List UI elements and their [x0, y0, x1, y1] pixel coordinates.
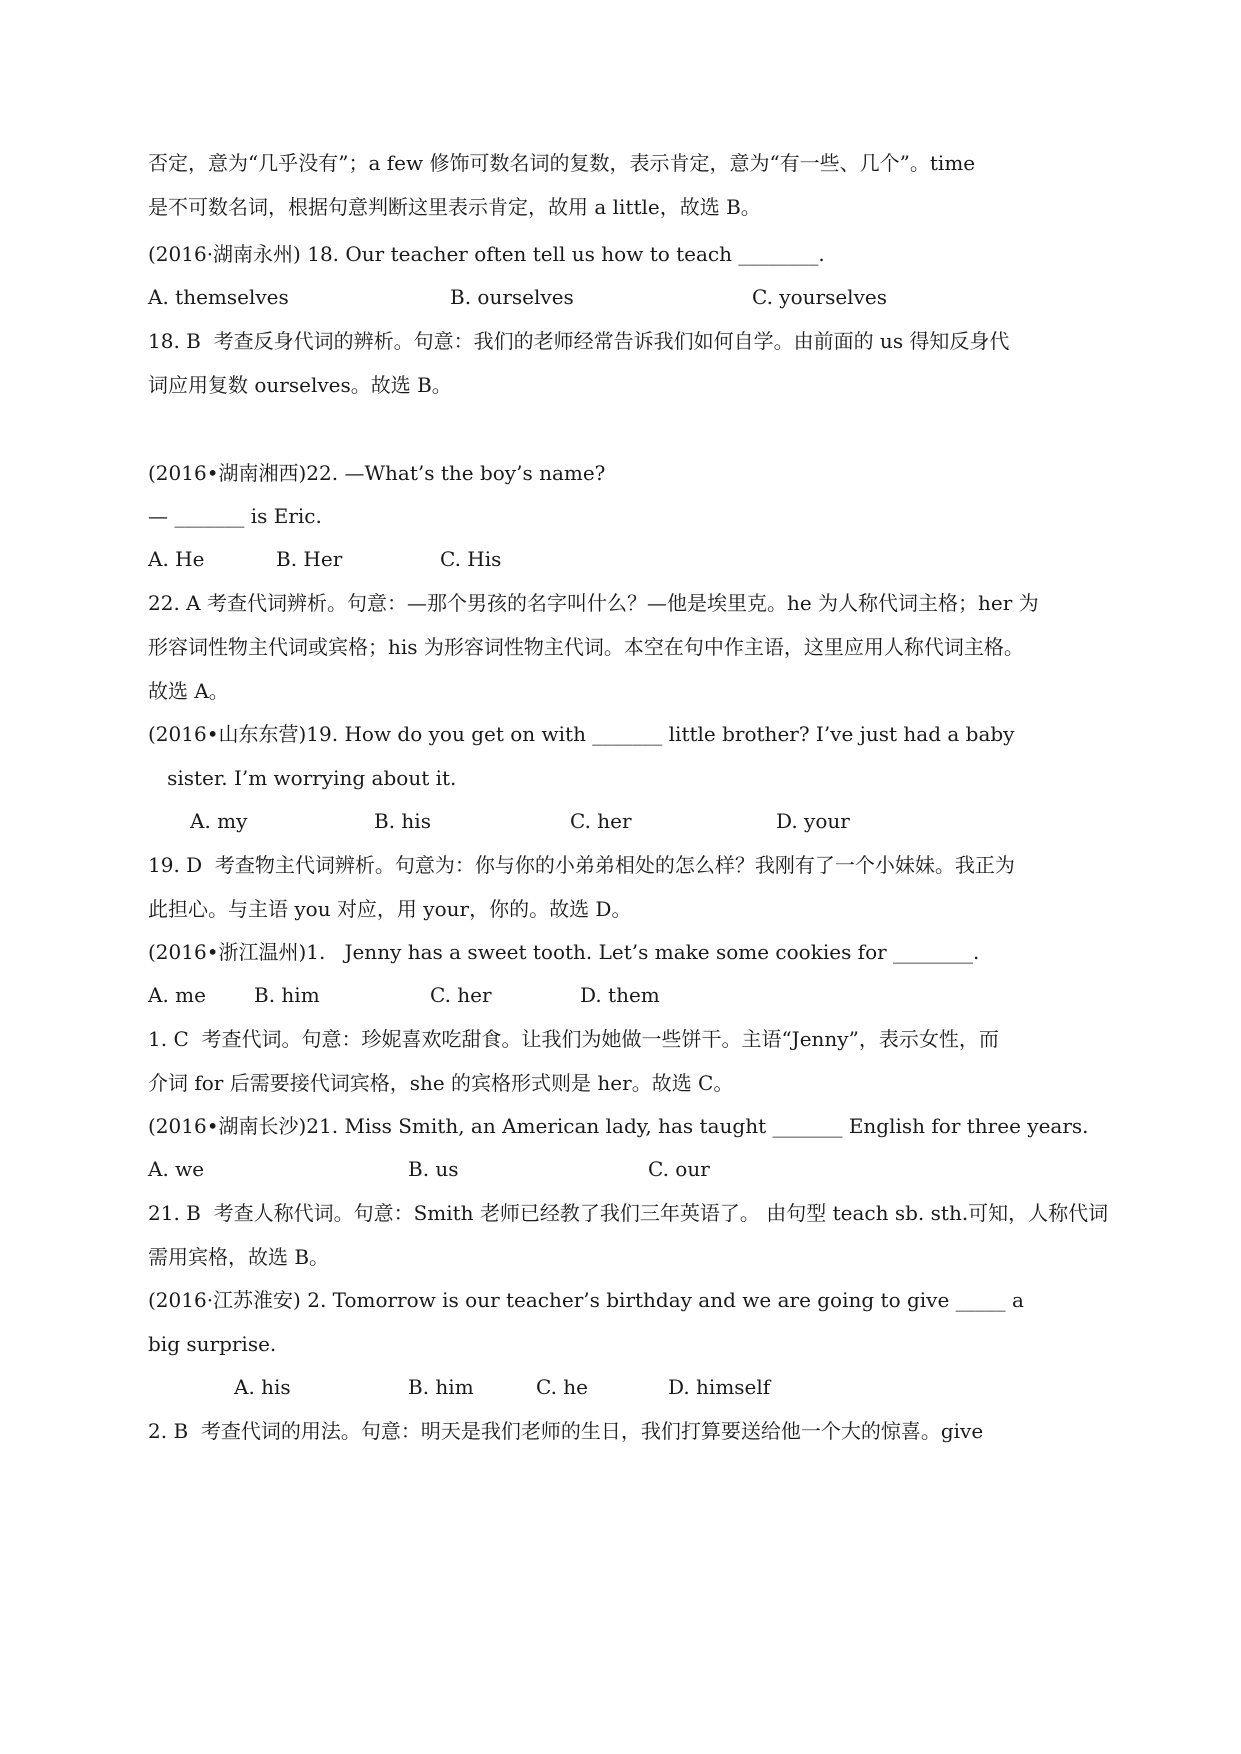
answer-21: 21. B 考查人称代词。句意：Smith 老师已经教了我们三年英语了。 由句型 teach sb. sth.可知，人称代词	[148, 1201, 1109, 1225]
text-line: 是不可数名词，根据句意判断这里表示肯定，故用 a little，故选 B。	[148, 195, 761, 219]
question-22: (2016•湖南湘西)22. —What’s the boy’s name?	[148, 461, 606, 485]
text-line: 故选 A。	[148, 679, 229, 703]
text-line: — _______ is Eric.	[148, 504, 322, 528]
option-b: B. him	[408, 1375, 474, 1399]
option-c: C. His	[440, 547, 502, 571]
question-18: (2016·湖南永州) 18. Our teacher often tell us how to teach ________.	[148, 242, 825, 266]
option-c: C. yourselves	[752, 285, 887, 309]
question-19: (2016•山东东营)19. How do you get on with _______ little brother? I’ve just had a baby	[148, 722, 1015, 746]
option-a: A. his	[234, 1375, 291, 1399]
option-b: B. him	[254, 983, 320, 1007]
text-line: 介词 for 后需要接代词宾格，she 的宾格形式则是 her。故选 C。	[148, 1071, 734, 1095]
text-line: 词应用复数 ourselves。故选 B。	[148, 373, 452, 397]
answer-1: 1. C 考查代词。句意：珍妮喜欢吃甜食。让我们为她做一些饼干。主语“Jenny”，表示女性，而	[148, 1027, 999, 1051]
option-a: A. my	[190, 809, 248, 833]
answer-22: 22. A 考查代词辨析。句意：—那个男孩的名字叫什么？—他是埃里克。he 为人称代词主格；her 为	[148, 591, 1039, 615]
option-a: A. we	[148, 1157, 205, 1181]
option-b: B. us	[408, 1157, 459, 1181]
question-1: (2016•浙江温州)1. Jenny has a sweet tooth. Let’s make some cookies for ________.	[148, 940, 980, 964]
option-c: C. her	[570, 809, 632, 833]
option-a: A. themselves	[148, 285, 289, 309]
option-d: D. himself	[668, 1375, 771, 1399]
text-line: 否定，意为“几乎没有”；a few 修饰可数名词的复数，表示肯定，意为“有一些、几个”。time	[148, 151, 976, 175]
text-line: sister. I’m worrying about it.	[148, 766, 457, 790]
answer-2: 2. B 考查代词的用法。句意：明天是我们老师的生日，我们打算要送给他一个大的惊喜。give	[148, 1419, 984, 1443]
question-2: (2016·江苏淮安) 2. Tomorrow is our teacher’s birthday and we are going to give _____ a	[148, 1288, 1024, 1312]
option-a: A. He	[148, 547, 205, 571]
option-d: D. them	[580, 983, 660, 1007]
text-line: 形容词性物主代词或宾格；his 为形容词性物主代词。本空在句中作主语，这里应用人称代词主格。	[148, 635, 1024, 659]
option-b: B. Her	[276, 547, 343, 571]
answer-19: 19. D 考查物主代词辨析。句意为：你与你的小弟弟相处的怎么样？我刚有了一个小妹妹。我正为	[148, 853, 1015, 877]
answer-18: 18. B 考查反身代词的辨析。句意：我们的老师经常告诉我们如何自学。由前面的 us 得知反身代	[148, 329, 1010, 353]
text-line: 此担心。与主语 you 对应，用 your，你的。故选 D。	[148, 897, 632, 921]
option-c: C. our	[648, 1157, 710, 1181]
text-line: big surprise.	[148, 1332, 277, 1356]
option-c: C. her	[430, 983, 492, 1007]
question-21: (2016•湖南长沙)21. Miss Smith, an American lady, has taught _______ English for three years.	[148, 1114, 1089, 1138]
option-a: A. me	[148, 983, 206, 1007]
option-b: B. his	[374, 809, 431, 833]
option-c: C. he	[536, 1375, 589, 1399]
option-d: D. your	[776, 809, 850, 833]
option-b: B. ourselves	[450, 285, 574, 309]
text-line: 需用宾格，故选 B。	[148, 1245, 330, 1269]
